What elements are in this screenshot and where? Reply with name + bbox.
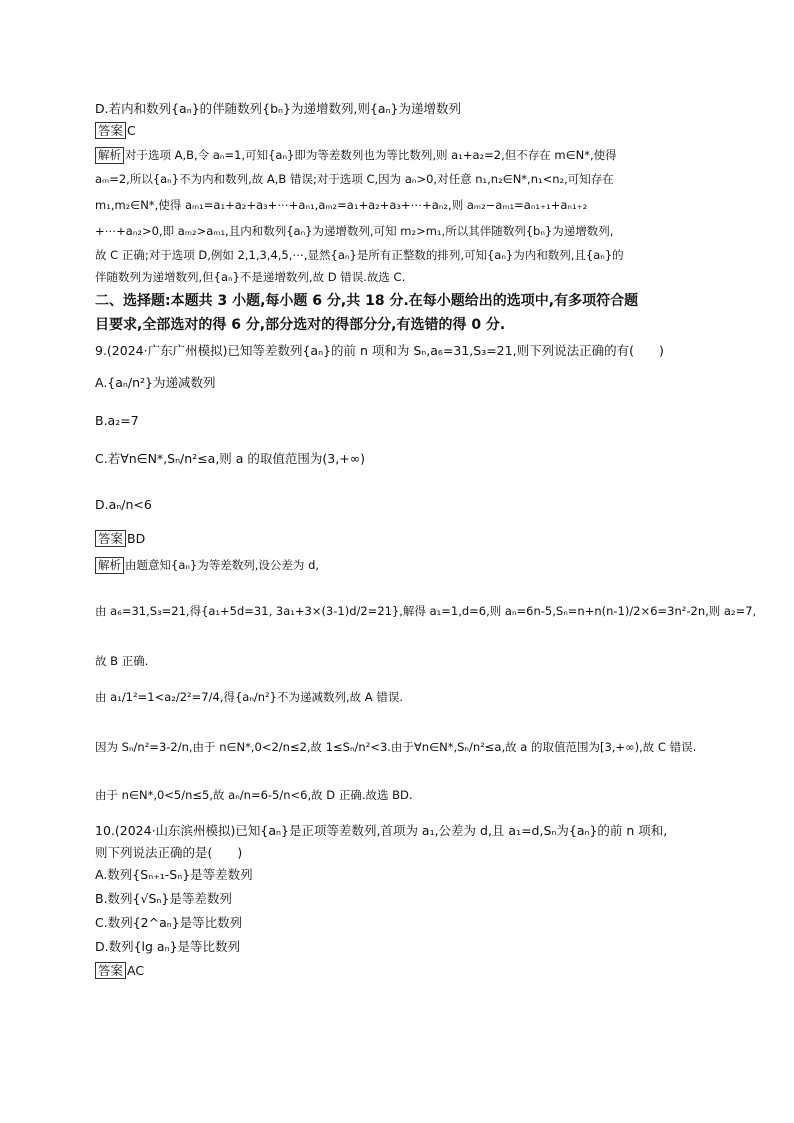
answer-value: BD	[127, 531, 146, 546]
question-10: 10.(2024·山东滨州模拟)已知{aₙ}是正项等差数列,首项为 a₁,公差为 d,且 a₁=d,Sₙ为{aₙ}的前 n 项和,	[95, 823, 668, 838]
question-10-option-a: A.数列{Sₙ₊₁-Sₙ}是等差数列	[95, 867, 253, 882]
question-9-option-c: C.若∀n∈N*,Sₙ/n²≤a,则 a 的取值范围为(3,+∞)	[95, 451, 365, 466]
question-9-option-d: D.aₙ/n<6	[95, 497, 152, 512]
question-10-option-d: D.数列{lg aₙ}是等比数列	[95, 939, 241, 954]
analysis-line: 因为 Sₙ/n²=3-2/n,由于 n∈N*,0<2/n≤2,故 1≤Sₙ/n²<3.由于∀n∈N*,Sₙ/n²≤a,故 a 的取值范围为[3,+∞),故 C 错误.	[95, 740, 697, 754]
analysis-line: 伴随数列为递增数列,但{aₙ}不是递增数列,故 D 错误.故选 C.	[95, 270, 406, 284]
analysis-line: 故 B 正确.	[95, 654, 149, 668]
analysis-tag: 解析	[95, 147, 124, 164]
question-10-option-b: B.数列{√Sₙ}是等差数列	[95, 891, 232, 906]
question-10-option-c: C.数列{2^aₙ}是等比数列	[95, 915, 243, 930]
answer-tag: 答案	[95, 962, 126, 979]
analysis-row-9	[95, 556, 319, 574]
analysis-row-8	[95, 146, 617, 164]
analysis-line: 故 C 正确;对于选项 D,例如 2,1,3,4,5,⋯,显然{aₙ}是所有正整数的排列,可知{aₙ}为内和数列,且{aₙ}的	[95, 248, 624, 262]
question-9-option-b: B.a₂=7	[95, 413, 139, 428]
answer-row-9	[95, 530, 145, 548]
analysis-line: +⋯+aₙ₂>0,即 aₘ₂>aₘ₁,且内和数列{aₙ}为递增数列,可知 m₂>m₁,所以其伴随数列{bₙ}为递增数列,	[95, 224, 614, 238]
answer-row-8	[95, 122, 136, 140]
answer-row-10	[95, 962, 144, 980]
analysis-line: m₁,m₂∈N*,使得 aₘ₁=a₁+a₂+a₃+⋯+aₙ₁,aₘ₂=a₁+a₂+a₃+⋯+aₙ₂,则 aₘ₂−aₘ₁=aₙ₁₊₁+aₙ₁₊₂	[95, 198, 588, 212]
analysis-text: 对于选项 A,B,令 aₙ=1,可知{aₙ}即为等差数列也为等比数列,则 a₁+a₂=2,但不存在 m∈N*,使得	[125, 148, 617, 162]
answer-tag: 答案	[95, 530, 126, 547]
analysis-line: 由 a₆=31,S₃=21,得{a₁+5d=31, 3a₁+3×(3-1)d/2=21},解得 a₁=1,d=6,则 aₙ=6n-5,Sₙ=n+n(n-1)/2×6=3n²-2n,则 a₂=7,	[95, 604, 757, 618]
section-heading: 目要求,全部选对的得 6 分,部分选对的得部分分,有选错的得 0 分.	[95, 317, 506, 333]
question-10-cont: 则下列说法正确的是( )	[95, 845, 243, 860]
answer-value: AC	[127, 963, 145, 978]
option-d-prev: D.若内和数列{aₙ}的伴随数列{bₙ}为递增数列,则{aₙ}为递增数列	[95, 101, 461, 116]
section-heading: 二、选择题:本题共 3 小题,每小题 6 分,共 18 分.在每小题给出的选项中,有多项符合题	[95, 293, 639, 309]
answer-tag: 答案	[95, 122, 126, 139]
question-9: 9.(2024·广东广州模拟)已知等差数列{aₙ}的前 n 项和为 Sₙ,a₆=31,S₃=21,则下列说法正确的有( )	[95, 343, 664, 358]
question-9-option-a: A.{aₙ/n²}为递减数列	[95, 375, 216, 390]
analysis-tag: 解析	[95, 557, 124, 574]
answer-value: C	[127, 123, 136, 138]
analysis-text: 由题意知{aₙ}为等差数列,设公差为 d,	[125, 558, 320, 572]
analysis-line: aₘ=2,所以{aₙ}不为内和数列,故 A,B 错误;对于选项 C,因为 aₙ>0,对任意 n₁,n₂∈N*,n₁<n₂,可知存在	[95, 172, 614, 186]
analysis-line: 由于 n∈N*,0<5/n≤5,故 aₙ/n=6-5/n<6,故 D 正确.故选 BD.	[95, 788, 413, 802]
analysis-line: 由 a₁/1²=1<a₂/2²=7/4,得{aₙ/n²}不为递减数列,故 A 错误.	[95, 690, 403, 704]
